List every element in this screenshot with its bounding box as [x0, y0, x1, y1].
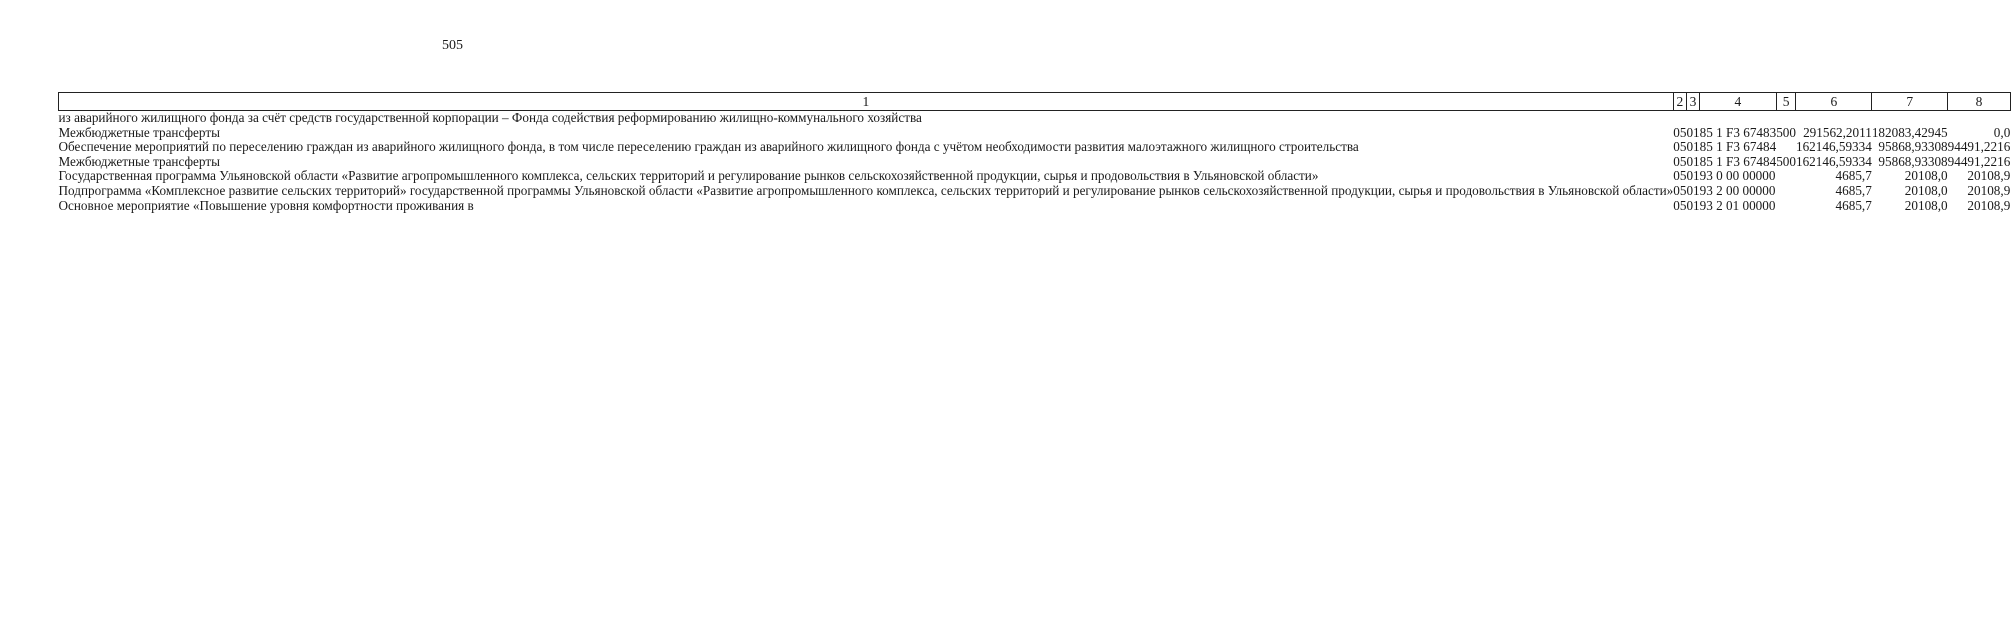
row-amount-col8: 20108,9 — [1967, 197, 2011, 213]
column-header: 6 — [1796, 93, 1872, 111]
row-amount-col7: 20108,0 — [1904, 182, 1948, 198]
row-section: 05 — [1673, 168, 1687, 184]
row-expense-type — [1776, 199, 1796, 214]
column-header: 2 — [1673, 93, 1686, 111]
table-row — [59, 199, 2011, 214]
row-name: Основное мероприятие «Повышение уровня комфортности проживания в — [58, 197, 474, 213]
row-section: 05 — [1673, 197, 1687, 213]
row-section: 05 — [1673, 139, 1687, 155]
column-header: 3 — [1686, 93, 1699, 111]
row-amount-col8: 20108,9 — [1967, 182, 2011, 198]
row-name: Обеспечение мероприятий по переселению граждан из аварийного жилищного фонда, в том числе переселению граждан из аварийного жилищного фонда с учётом необходимости развития малоэтажного жилищного строительства — [58, 139, 1359, 155]
row-subsection: 01 — [1686, 139, 1700, 155]
row-expense-type — [1776, 169, 1796, 184]
row-target-code: 93 2 01 00000 — [1699, 197, 1776, 213]
column-header: 4 — [1700, 93, 1777, 111]
row-expense-type — [1776, 184, 1796, 199]
page-number: 505 — [442, 38, 463, 53]
budget-table — [58, 92, 2011, 213]
row-subsection: 01 — [1686, 153, 1700, 169]
row-expense-type — [1776, 111, 1796, 126]
column-header: 7 — [1872, 93, 1948, 111]
row-amount-col7 — [1872, 111, 1948, 126]
row-amount-col7: 20108,0 — [1904, 197, 1948, 213]
row-name: Межбюджетные трансферты — [58, 153, 220, 169]
row-amount-col7: 20108,0 — [1904, 168, 1948, 184]
row-target-code: 85 1 F3 67484 — [1699, 139, 1777, 155]
row-amount-col6 — [1796, 111, 1872, 126]
row-amount-col8: 20108,9 — [1967, 168, 2011, 184]
row-name: из аварийного жилищного фонда за счёт средств государственной корпорации – Фонда содействия реформированию жилищно-коммунального хозяйства — [58, 110, 922, 125]
row-section: 05 — [1673, 182, 1687, 198]
row-subsection: 01 — [1686, 168, 1700, 184]
row-amount-col8: 94491,2216 — [1947, 139, 2011, 155]
row-target-code: 85 1 F3 67483 — [1699, 124, 1777, 140]
row-amount-col8: 94491,2216 — [1947, 153, 2011, 169]
row-subsection: 01 — [1686, 124, 1700, 140]
row-section: 05 — [1673, 124, 1687, 140]
column-header: 5 — [1776, 93, 1796, 111]
row-amount-col6: 4685,7 — [1835, 197, 1872, 213]
table-row — [59, 140, 2011, 155]
row-amount-col8 — [1948, 111, 2011, 126]
row-section — [1673, 111, 1686, 126]
column-header: 8 — [1948, 93, 2011, 111]
row-subsection — [1686, 111, 1699, 126]
row-section: 05 — [1673, 153, 1687, 169]
table-row — [59, 126, 2011, 141]
row-target-code: 85 1 F3 67484 — [1699, 153, 1777, 169]
row-amount-col7: 182083,42945 — [1871, 124, 1948, 140]
table-header-row — [59, 93, 2011, 111]
row-amount-col7: 95868,93308 — [1878, 139, 1948, 155]
row-expense-type — [1776, 140, 1796, 155]
table-row — [59, 184, 2011, 199]
row-amount-col6: 162146,59334 — [1795, 139, 1872, 155]
table-row — [59, 111, 2011, 126]
column-header: 1 — [59, 93, 1674, 111]
row-amount-col8: 0,0 — [1993, 124, 2011, 140]
row-expense-type: 500 — [1776, 124, 1796, 140]
row-expense-type: 500 — [1776, 153, 1796, 169]
row-amount-col7: 95868,93308 — [1878, 153, 1948, 169]
row-target-code: 93 0 00 00000 — [1699, 168, 1776, 184]
row-name: Государственная программа Ульяновской области «Развитие агропромышленного комплекса, сельских территорий и регулирование рынков сельскохозяйственной продукции, сырья и продовольствия в Ульяновской области» — [58, 168, 1319, 184]
row-target-code: 93 2 00 00000 — [1699, 182, 1776, 198]
row-name: Межбюджетные трансферты — [58, 124, 220, 140]
row-subsection: 01 — [1686, 182, 1700, 198]
table-row — [59, 169, 2011, 184]
row-subsection: 01 — [1686, 197, 1700, 213]
row-amount-col6: 4685,7 — [1835, 182, 1872, 198]
table-row — [59, 155, 2011, 170]
row-amount-col6: 162146,59334 — [1795, 153, 1872, 169]
row-amount-col6: 291562,2011 — [1803, 124, 1872, 140]
row-target-code — [1700, 111, 1777, 126]
row-amount-col6: 4685,7 — [1835, 168, 1872, 184]
row-name: Подпрограмма «Комплексное развитие сельских территорий» государственной программы Ульяновской области «Развитие агропромышленного комплекса, сельских территорий и регулирование рынков сельскохозяйственной продукции, сырья и продовольствия в Ульяновской области» — [58, 182, 1674, 198]
